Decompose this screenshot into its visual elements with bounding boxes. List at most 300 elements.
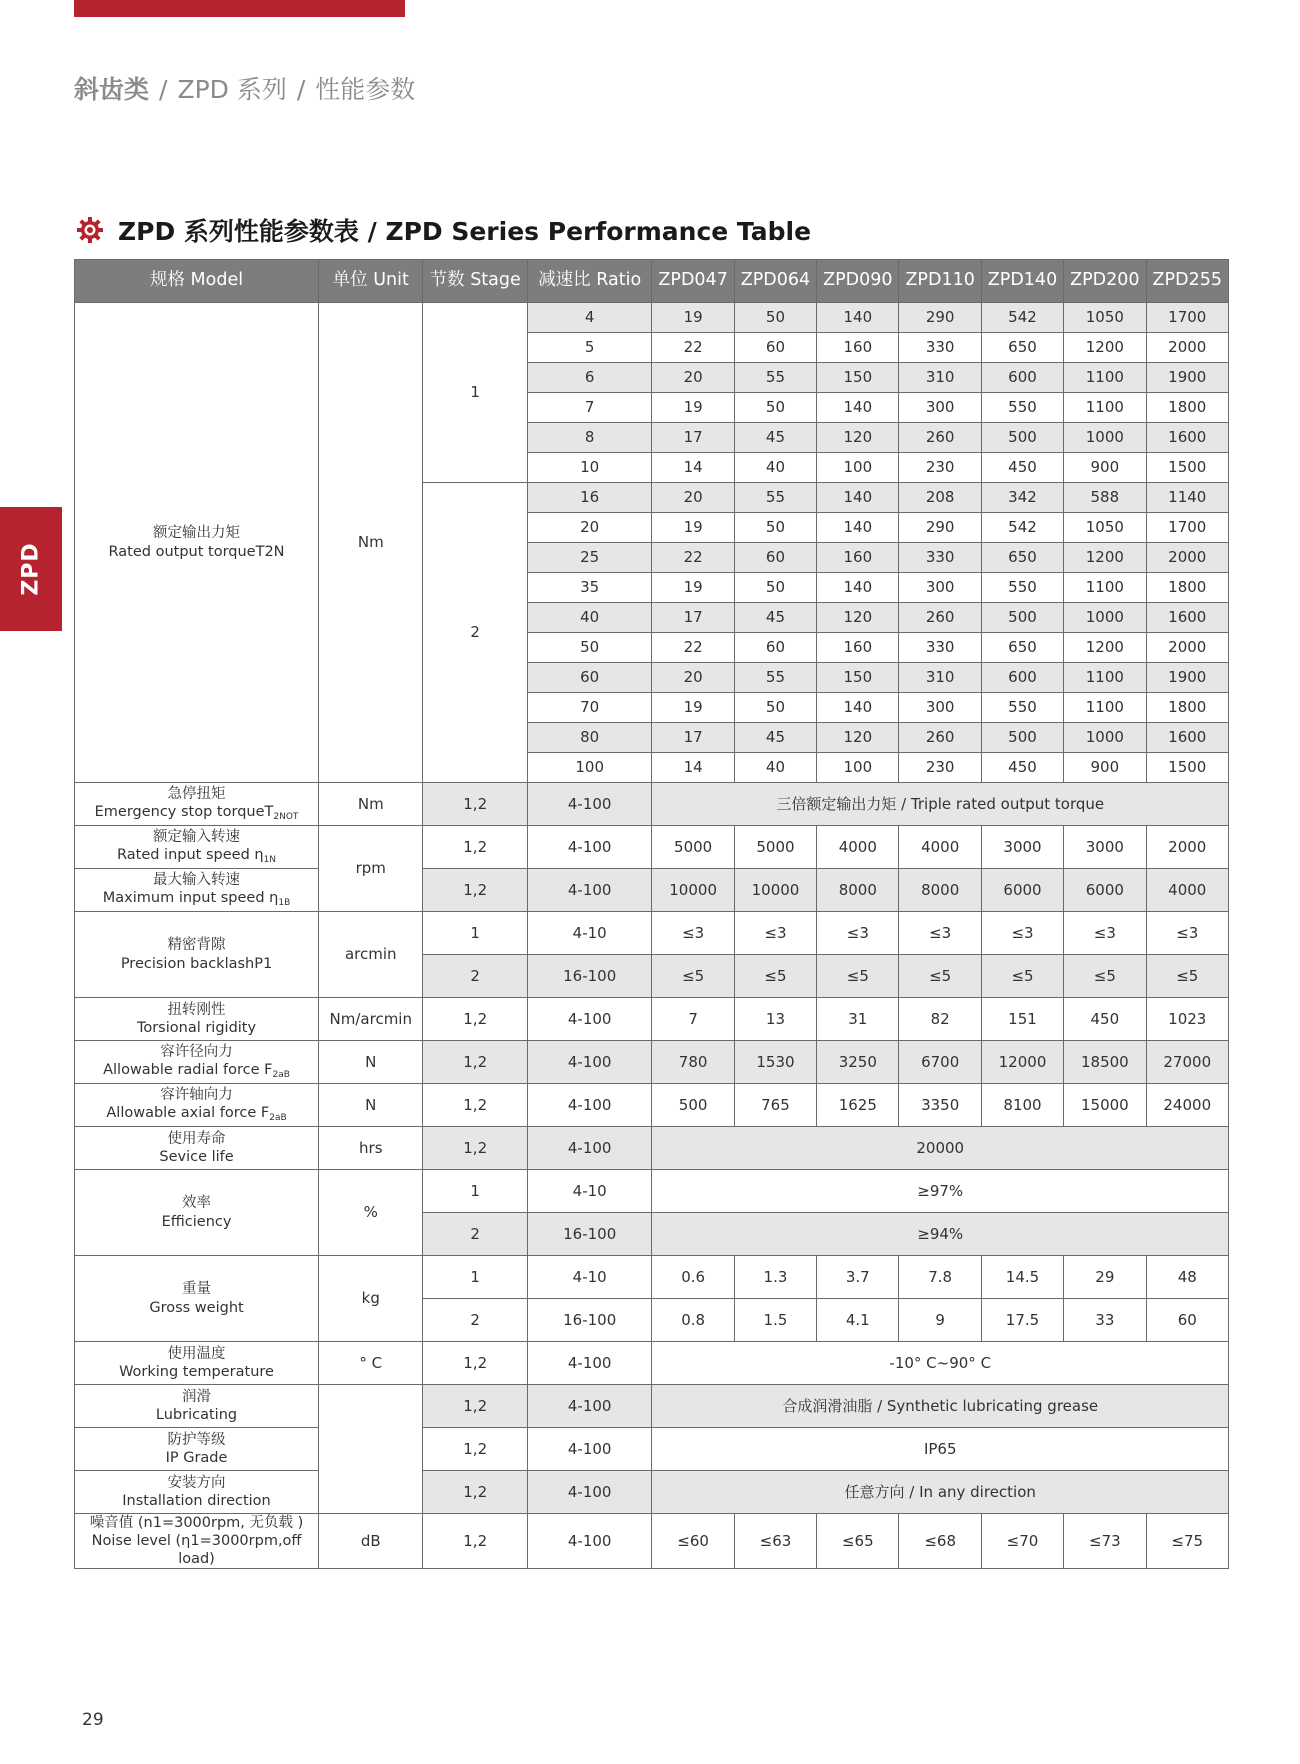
row-label-en-text: Precision backlashP1 [120,955,273,972]
performance-table [74,259,1229,1569]
value-cell: 5000 [734,826,816,869]
value-cell: 1900 [1146,663,1228,693]
table-title-text: ZPD 系列性能参数表 / ZPD Series Performance Table [118,217,812,246]
value-cell: 14.5 [981,1256,1063,1299]
row-label-cn: 额定输出力矩 [153,525,241,542]
value-cell: 1100 [1064,573,1146,603]
value-cell: 0.8 [652,1299,734,1342]
value-cell: ≤3 [817,912,899,955]
stage-cell: 1 [423,912,527,955]
merged-value-cell: IP65 [652,1428,1229,1471]
top-accent-bar [74,0,405,17]
stage-cell: 1,2 [423,998,527,1041]
stage-cell: 1,2 [423,1342,527,1385]
row-label-en-text: Noise level (η1=3000rpm,off load) [91,1533,302,1568]
row-label-en-text: Maximum input speed η [102,889,279,906]
merged-value-cell: 合成润滑油脂 / Synthetic lubricating grease [652,1385,1229,1428]
value-cell: 60 [1146,1299,1228,1342]
breadcrumb-separator: / [296,75,306,104]
table-row [75,998,1229,1041]
ratio-cell: 4-100 [527,869,652,912]
value-cell: 1050 [1064,303,1146,333]
value-cell: 450 [981,753,1063,783]
value-cell: 1050 [1064,513,1146,543]
value-cell: 1625 [817,1084,899,1127]
value-cell: 1100 [1064,393,1146,423]
value-cell: 300 [899,573,981,603]
row-label-emergency [75,783,319,826]
value-cell: ≤5 [1146,955,1228,998]
value-cell: ≤3 [652,912,734,955]
row-label-install [75,1471,319,1514]
value-cell: 650 [981,543,1063,573]
value-cell: 1500 [1146,753,1228,783]
row-label-ip [75,1428,319,1471]
value-cell: 900 [1064,453,1146,483]
value-cell: 1.3 [734,1256,816,1299]
value-cell: 3350 [899,1084,981,1127]
row-label-en [75,1019,318,1037]
value-cell: 330 [899,633,981,663]
ratio-cell: 4-100 [527,783,652,826]
value-cell: 650 [981,633,1063,663]
stage-cell: 1,2 [423,826,527,869]
row-label-cn: 安装方向 [167,1474,226,1491]
row-label-cn: 效率 [182,1195,212,1212]
header-model: 规格 Model [75,260,319,303]
value-cell: 60 [734,633,816,663]
value-cell: 82 [899,998,981,1041]
value-cell: 542 [981,513,1063,543]
table-header-row [75,260,1229,303]
value-cell: 3.7 [817,1256,899,1299]
row-label-radial [75,1041,319,1084]
value-cell: 1530 [734,1041,816,1084]
stage-cell: 1,2 [423,1428,527,1471]
value-cell: 260 [899,423,981,453]
ratio-cell: 5 [527,333,652,363]
unit-cell: arcmin [319,912,423,998]
ratio-cell: 4-100 [527,1471,652,1514]
table-row [75,1170,1229,1213]
value-cell: ≤5 [1064,955,1146,998]
value-cell: 60 [734,333,816,363]
value-cell: 500 [981,723,1063,753]
row-label-cn: 容许轴向力 [160,1086,233,1103]
table-row [75,1084,1229,1127]
row-label-en-text: IP Grade [165,1450,228,1466]
value-cell: 310 [899,363,981,393]
value-cell: 1200 [1064,333,1146,363]
value-cell: 4000 [817,826,899,869]
stage-cell: 2 [423,1213,527,1256]
row-label-en [75,889,318,909]
row-label-en-text: Rated output torqueT2N [108,543,285,560]
ratio-cell: 60 [527,663,652,693]
ratio-cell: 50 [527,633,652,663]
row-label-cn: 最大输入转速 [153,871,241,888]
value-cell: 6000 [981,869,1063,912]
value-cell: 140 [817,393,899,423]
table-row [75,1514,1229,1569]
value-cell: 50 [734,573,816,603]
stage-cell: 2 [423,483,527,783]
merged-value-cell: ≥94% [652,1213,1229,1256]
value-cell: 5000 [652,826,734,869]
value-cell: 500 [652,1084,734,1127]
value-cell: 4000 [899,826,981,869]
value-cell: 50 [734,393,816,423]
value-cell: 260 [899,603,981,633]
ratio-cell: 35 [527,573,652,603]
row-label-lubrication [75,1385,319,1428]
value-cell: 140 [817,303,899,333]
value-cell: 1000 [1064,723,1146,753]
value-cell: 1100 [1064,663,1146,693]
breadcrumb-separator: / [159,75,168,104]
value-cell: ≤3 [899,912,981,955]
side-tab-label: ZPD [18,542,44,596]
value-cell: 19 [652,513,734,543]
table-row [75,912,1229,955]
stage-cell: 1,2 [423,1084,527,1127]
value-cell: 2000 [1146,826,1228,869]
ratio-cell: 8 [527,423,652,453]
row-label-en-text: Emergency stop torqueT [94,803,274,820]
row-label-en-text: Lubricating [155,1407,238,1423]
row-label-cn: 使用温度 [167,1345,226,1362]
ratio-cell: 4-100 [527,1342,652,1385]
value-cell: 150 [817,663,899,693]
row-label-subscript: 1B [278,897,291,908]
ratio-cell: 4-10 [527,1170,652,1213]
ratio-cell: 40 [527,603,652,633]
value-cell: ≤73 [1064,1514,1146,1569]
value-cell: 48 [1146,1256,1228,1299]
value-cell: ≤65 [817,1514,899,1569]
merged-value-cell: -10° C~90° C [652,1342,1229,1385]
value-cell: 20 [652,663,734,693]
value-cell: 22 [652,333,734,363]
row-label-cn: 急停扭矩 [167,785,226,802]
unit-cell-empty [319,1385,423,1514]
unit-cell: N [319,1084,423,1127]
ratio-cell: 4-10 [527,1256,652,1299]
value-cell: 765 [734,1084,816,1127]
ratio-cell: 16 [527,483,652,513]
value-cell: 300 [899,393,981,423]
value-cell: 60 [734,543,816,573]
row-label-cn: 扭转刚性 [167,1001,226,1018]
value-cell: 19 [652,693,734,723]
merged-value-cell: ≥97% [652,1170,1229,1213]
value-cell: 12000 [981,1041,1063,1084]
value-cell: ≤63 [734,1514,816,1569]
value-cell: 55 [734,663,816,693]
value-cell: 1200 [1064,633,1146,663]
value-cell: 13 [734,998,816,1041]
ratio-cell: 16-100 [527,1213,652,1256]
value-cell: 588 [1064,483,1146,513]
value-cell: 50 [734,693,816,723]
table-row [75,1041,1229,1084]
merged-value-cell: 20000 [652,1127,1229,1170]
value-cell: 1800 [1146,393,1228,423]
value-cell: 290 [899,303,981,333]
value-cell: 120 [817,423,899,453]
value-cell: 8100 [981,1084,1063,1127]
value-cell: 1500 [1146,453,1228,483]
row-label-cn: 润滑 [182,1388,212,1405]
value-cell: 20 [652,363,734,393]
header-zpd200: ZPD200 [1064,260,1146,303]
value-cell: 1600 [1146,423,1228,453]
value-cell: 100 [817,753,899,783]
row-label-subscript: 2aB [272,1069,290,1080]
header-zpd255: ZPD255 [1146,260,1228,303]
value-cell: 160 [817,333,899,363]
table-row [75,1428,1229,1471]
ratio-cell: 4-100 [527,1127,652,1170]
value-cell: 6700 [899,1041,981,1084]
value-cell: 1140 [1146,483,1228,513]
value-cell: 3250 [817,1041,899,1084]
ratio-cell: 4-100 [527,1084,652,1127]
value-cell: 14 [652,753,734,783]
value-cell: 0.6 [652,1256,734,1299]
value-cell: 600 [981,363,1063,393]
ratio-cell: 4-100 [527,1428,652,1471]
value-cell: 1.5 [734,1299,816,1342]
value-cell: 230 [899,453,981,483]
row-label-en-text: Installation direction [122,1493,271,1509]
value-cell: 17 [652,423,734,453]
value-cell: 20 [652,483,734,513]
value-cell: 600 [981,663,1063,693]
value-cell: 1100 [1064,693,1146,723]
row-label-en-text: Gross weight [149,1299,244,1316]
ratio-cell: 100 [527,753,652,783]
ratio-cell: 4-100 [527,1514,652,1569]
value-cell: 342 [981,483,1063,513]
unit-cell: Nm [319,783,423,826]
value-cell: 160 [817,543,899,573]
table-row [75,783,1229,826]
value-cell: 40 [734,753,816,783]
row-label-en [75,1492,318,1510]
row-label-subscript: 2NOT [273,811,299,822]
row-label-en [75,1148,318,1166]
value-cell: 45 [734,723,816,753]
value-cell: 19 [652,393,734,423]
row-label-axial [75,1084,319,1127]
stage-cell: 1,2 [423,869,527,912]
row-label-rated_speed [75,826,319,869]
row-label-en [75,955,318,973]
table-row [75,826,1229,869]
value-cell: 450 [1064,998,1146,1041]
value-cell: ≤3 [1146,912,1228,955]
row-label-en [75,1104,318,1124]
value-cell: 17 [652,723,734,753]
value-cell: 7 [652,998,734,1041]
row-label-en [75,1532,318,1568]
value-cell: 1023 [1146,998,1228,1041]
row-label-en-text: Working temperature [119,1364,274,1380]
ratio-cell: 80 [527,723,652,753]
stage-cell: 1,2 [423,1514,527,1569]
value-cell: 1800 [1146,573,1228,603]
value-cell: 1600 [1146,603,1228,633]
value-cell: 2000 [1146,333,1228,363]
value-cell: 55 [734,483,816,513]
row-label-cn: 容许径向力 [160,1043,233,1060]
row-label-en [75,1406,318,1424]
merged-value-cell: 任意方向 / In any direction [652,1471,1229,1514]
page-number: 29 [82,1710,104,1730]
value-cell: 27000 [1146,1041,1228,1084]
table-row [75,1471,1229,1514]
breadcrumb [74,70,415,106]
value-cell: 55 [734,363,816,393]
header-unit: 单位 Unit [319,260,423,303]
row-label-en-text: Allowable axial force F [106,1104,270,1121]
ratio-cell: 7 [527,393,652,423]
value-cell: 120 [817,723,899,753]
value-cell: 330 [899,333,981,363]
ratio-cell: 10 [527,453,652,483]
value-cell: 24000 [1146,1084,1228,1127]
value-cell: 31 [817,998,899,1041]
value-cell: 10000 [734,869,816,912]
value-cell: 50 [734,513,816,543]
table-row [75,869,1229,912]
value-cell: 17 [652,603,734,633]
unit-cell: Nm/arcmin [319,998,423,1041]
value-cell: 140 [817,483,899,513]
row-label-rigidity [75,998,319,1041]
row-label-max_speed [75,869,319,912]
value-cell: 290 [899,513,981,543]
value-cell: 18500 [1064,1041,1146,1084]
value-cell: 550 [981,693,1063,723]
value-cell: 310 [899,663,981,693]
value-cell: 19 [652,573,734,603]
row-label-en-text: Rated input speed η [117,846,264,863]
stage-cell: 1,2 [423,1385,527,1428]
row-label-en [75,543,318,561]
value-cell: 542 [981,303,1063,333]
header-ratio: 减速比 Ratio [527,260,652,303]
unit-cell: hrs [319,1127,423,1170]
unit-cell: rpm [319,826,423,912]
row-label-noise [75,1514,319,1569]
gear-icon [76,216,104,244]
row-label-life [75,1127,319,1170]
stage-cell: 1 [423,1256,527,1299]
value-cell: 17.5 [981,1299,1063,1342]
value-cell: 33 [1064,1299,1146,1342]
value-cell: 40 [734,453,816,483]
unit-cell: N [319,1041,423,1084]
merged-value-cell: 三倍额定输出力矩 / Triple rated output torque [652,783,1229,826]
value-cell: 19 [652,303,734,333]
value-cell: 22 [652,543,734,573]
value-cell: ≤5 [734,955,816,998]
value-cell: 151 [981,998,1063,1041]
unit-cell: Nm [319,303,423,783]
value-cell: ≤5 [981,955,1063,998]
header-zpd047: ZPD047 [652,260,734,303]
value-cell: 45 [734,423,816,453]
header-zpd090: ZPD090 [817,260,899,303]
value-cell: 8000 [817,869,899,912]
ratio-cell: 4-100 [527,1041,652,1084]
row-label-en [75,1061,318,1081]
row-label-en-text: Torsional rigidity [136,1020,257,1036]
stage-cell: 1,2 [423,1471,527,1514]
stage-cell: 1 [423,303,527,483]
value-cell: 29 [1064,1256,1146,1299]
row-label-cn: 防护等级 [167,1431,226,1448]
header-zpd064: ZPD064 [734,260,816,303]
breadcrumb-category: 斜齿类 [74,75,150,104]
value-cell: 1000 [1064,423,1146,453]
row-label-backlash [75,912,319,998]
row-label-efficiency [75,1170,319,1256]
value-cell: 140 [817,573,899,603]
ratio-cell: 4-10 [527,912,652,955]
value-cell: 6000 [1064,869,1146,912]
row-label-en [75,1213,318,1231]
ratio-cell: 4-100 [527,998,652,1041]
table-row [75,1256,1229,1299]
header-zpd110: ZPD110 [899,260,981,303]
row-label-subscript: 1N [263,854,277,865]
value-cell: 10000 [652,869,734,912]
value-cell: 230 [899,753,981,783]
value-cell: 14 [652,453,734,483]
value-cell: 1200 [1064,543,1146,573]
value-cell: 260 [899,723,981,753]
value-cell: 330 [899,543,981,573]
value-cell: ≤70 [981,1514,1063,1569]
value-cell: 45 [734,603,816,633]
value-cell: ≤3 [1064,912,1146,955]
value-cell: 3000 [1064,826,1146,869]
header-stage: 节数 Stage [423,260,527,303]
ratio-cell: 6 [527,363,652,393]
value-cell: 2000 [1146,633,1228,663]
value-cell: 500 [981,423,1063,453]
row-label-cn: 额定输入转速 [153,828,241,845]
ratio-cell: 4-100 [527,1385,652,1428]
ratio-cell: 20 [527,513,652,543]
ratio-cell: 16-100 [527,955,652,998]
value-cell: 1900 [1146,363,1228,393]
row-label-temperature [75,1342,319,1385]
table-title [76,212,811,248]
stage-cell: 2 [423,1299,527,1342]
value-cell: ≤3 [981,912,1063,955]
value-cell: 8000 [899,869,981,912]
unit-cell: dB [319,1514,423,1569]
value-cell: 140 [817,513,899,543]
table-row [75,1127,1229,1170]
row-label-torque [75,303,319,783]
breadcrumb-series: ZPD 系列 [177,75,287,104]
value-cell: 208 [899,483,981,513]
